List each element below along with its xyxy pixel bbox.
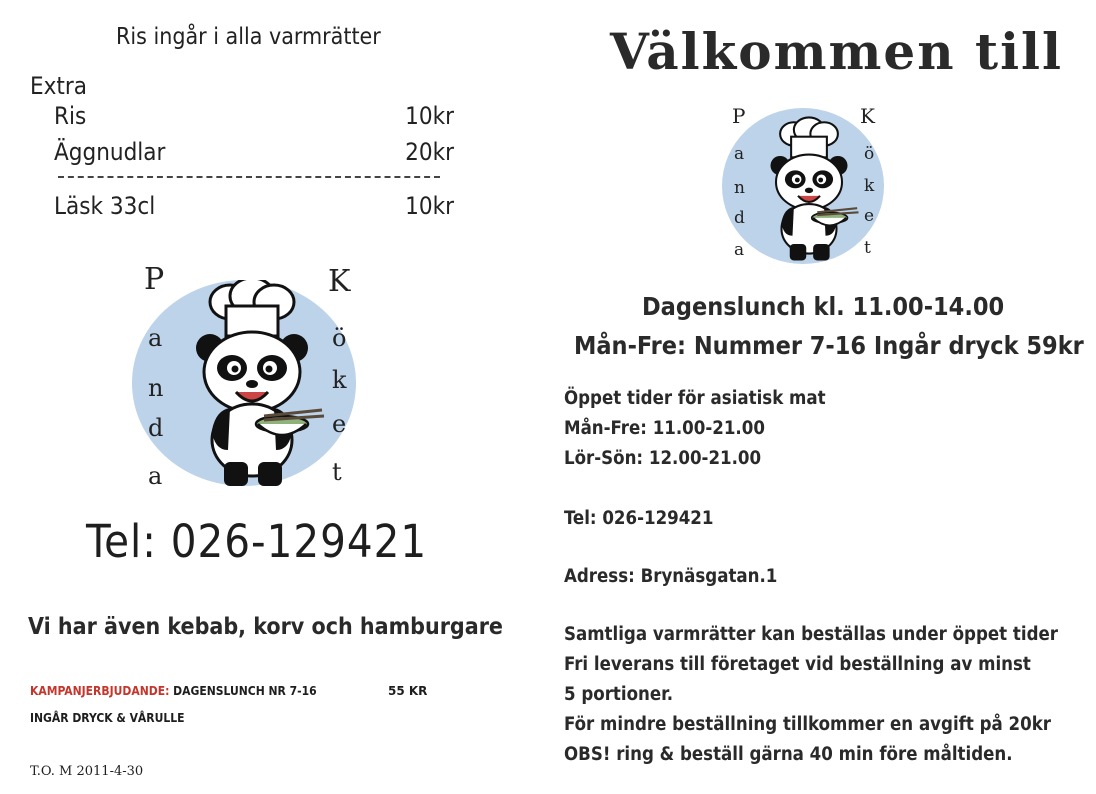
lunch-time: Dagenslunch kl. 11.00-14.00 <box>642 292 1005 321</box>
logo-letter: a <box>734 240 745 260</box>
phone-number-large: Tel: 026-129421 <box>86 515 428 568</box>
campaign-text: DAGENSLUNCH NR 7-16 <box>169 684 317 698</box>
logo-letter: n <box>148 374 164 402</box>
item-name: Ris <box>54 102 87 130</box>
panda-logo-small <box>726 104 896 266</box>
logo-letter: P <box>144 262 165 297</box>
logo-letter: e <box>332 410 347 438</box>
logo-letter: k <box>864 176 875 196</box>
note-line: Samtliga varmrätter kan beställas under öppet tider <box>564 624 1058 645</box>
campaign-includes: INGÅR DRYCK & VÅRULLE <box>30 711 185 725</box>
logo-letter: d <box>148 414 164 442</box>
valid-until: T.O. M 2011-4-30 <box>30 764 144 779</box>
campaign-price: 55 KR <box>388 684 428 698</box>
note-line: OBS! ring & beställ gärna 40 min före måltiden. <box>564 744 1013 765</box>
campaign-offer <box>30 684 317 698</box>
note-line: För mindre beställning tillkommer en avgift på 20kr <box>564 714 1051 735</box>
extra-heading: Extra <box>30 72 87 100</box>
address: Adress: Brynäsgatan.1 <box>564 566 778 587</box>
logo-letter: a <box>734 144 745 164</box>
item-name: Läsk 33cl <box>54 192 156 220</box>
opening-hours-weekday: Mån-Fre: 11.00-21.00 <box>564 418 765 439</box>
logo-letter: t <box>864 238 871 258</box>
panda-logo-large <box>128 262 378 492</box>
logo-letter: e <box>864 206 875 226</box>
opening-hours-title: Öppet tider för asiatisk mat <box>564 388 826 409</box>
opening-hours-weekend: Lör-Sön: 12.00-21.00 <box>564 448 762 469</box>
logo-letter: ö <box>864 144 875 164</box>
item-name: Äggnudlar <box>54 138 166 166</box>
logo-letter: a <box>148 324 163 352</box>
logo-letter: K <box>860 104 875 128</box>
phone-number: Tel: 026-129421 <box>564 508 714 529</box>
item-price: 10kr <box>405 192 454 220</box>
logo-letter: k <box>332 366 347 394</box>
logo-letter: K <box>328 264 351 299</box>
welcome-heading: Välkommen till <box>610 22 1064 81</box>
rice-note: Ris ingår i alla varmrätter <box>116 24 381 50</box>
right-panel <box>548 0 1096 794</box>
logo-letter: d <box>734 208 745 228</box>
lunch-days: Mån-Fre: Nummer 7-16 Ingår dryck 59kr <box>574 331 1084 360</box>
campaign-label: KAMPANJERBJUDANDE: <box>30 684 170 698</box>
logo-letter: a <box>148 462 163 490</box>
logo-letter: t <box>332 458 342 486</box>
item-price: 10kr <box>405 102 454 130</box>
dashed-divider <box>58 176 440 178</box>
note-line: Fri leverans till företaget vid beställning av minst <box>564 654 1031 675</box>
note-line: 5 portioner. <box>564 684 674 705</box>
logo-letter: P <box>732 104 746 128</box>
panda-chef-icon <box>172 280 332 490</box>
logo-letter: n <box>734 178 745 198</box>
logo-letter: ö <box>332 324 347 352</box>
also-serving-text: Vi har även kebab, korv och hamburgare <box>28 614 503 640</box>
item-price: 20kr <box>405 138 454 166</box>
panda-chef-icon <box>754 116 864 266</box>
